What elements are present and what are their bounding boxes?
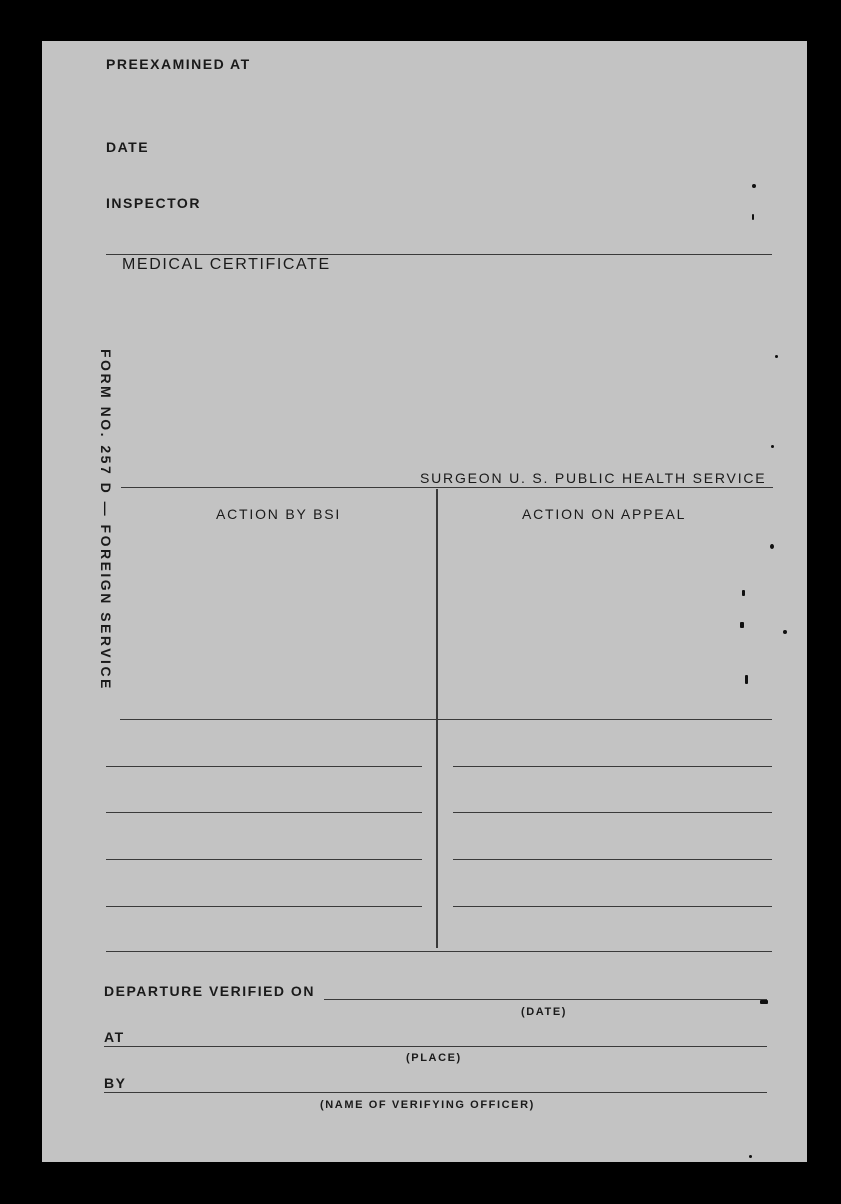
- header-divider: [106, 254, 772, 255]
- place-caption: (PLACE): [406, 1052, 462, 1064]
- ink-speck: [742, 590, 745, 596]
- bsi-line-2: [106, 812, 422, 813]
- place-line: [104, 1046, 767, 1047]
- bsi-line-4: [106, 906, 422, 907]
- preexamined-at-label: PREEXAMINED AT: [106, 56, 251, 72]
- ink-speck: [745, 675, 748, 684]
- officer-line: [104, 1092, 767, 1093]
- ink-speck: [749, 1155, 752, 1158]
- departure-verified-label: DEPARTURE VERIFIED ON: [104, 983, 315, 999]
- date-caption: (DATE): [521, 1006, 568, 1018]
- section-divider: [106, 951, 772, 952]
- ink-speck: [760, 1000, 768, 1004]
- date-label: DATE: [106, 139, 150, 155]
- at-label: AT: [104, 1029, 125, 1045]
- action-on-appeal-label: ACTION ON APPEAL: [522, 506, 687, 522]
- action-by-bsi-label: ACTION BY BSI: [216, 506, 342, 522]
- form-number-label: FORM NO. 257 D — FOREIGN SERVICE: [98, 349, 114, 691]
- bsi-line-3: [106, 859, 422, 860]
- bsi-line-1: [106, 766, 422, 767]
- surgeon-label: SURGEON U. S. PUBLIC HEALTH SERVICE: [420, 470, 767, 486]
- ink-speck: [740, 622, 744, 628]
- inspector-label: INSPECTOR: [106, 195, 201, 211]
- ink-speck: [752, 214, 754, 220]
- medical-certificate-label: MEDICAL CERTIFICATE: [122, 256, 331, 273]
- departure-date-line: [324, 999, 767, 1000]
- ink-speck: [770, 544, 774, 549]
- ink-speck: [752, 184, 756, 188]
- by-label: BY: [104, 1075, 127, 1091]
- appeal-line-4: [453, 906, 772, 907]
- appeal-line-3: [453, 859, 772, 860]
- ink-speck: [783, 630, 787, 634]
- ink-speck: [775, 355, 778, 358]
- ink-speck: [771, 445, 774, 448]
- appeal-line-2: [453, 812, 772, 813]
- officer-caption: (NAME OF VERIFYING OFFICER): [320, 1099, 535, 1111]
- action-box-bottom-line: [120, 719, 772, 720]
- appeal-line-1: [453, 766, 772, 767]
- surgeon-signature-line: [121, 487, 773, 488]
